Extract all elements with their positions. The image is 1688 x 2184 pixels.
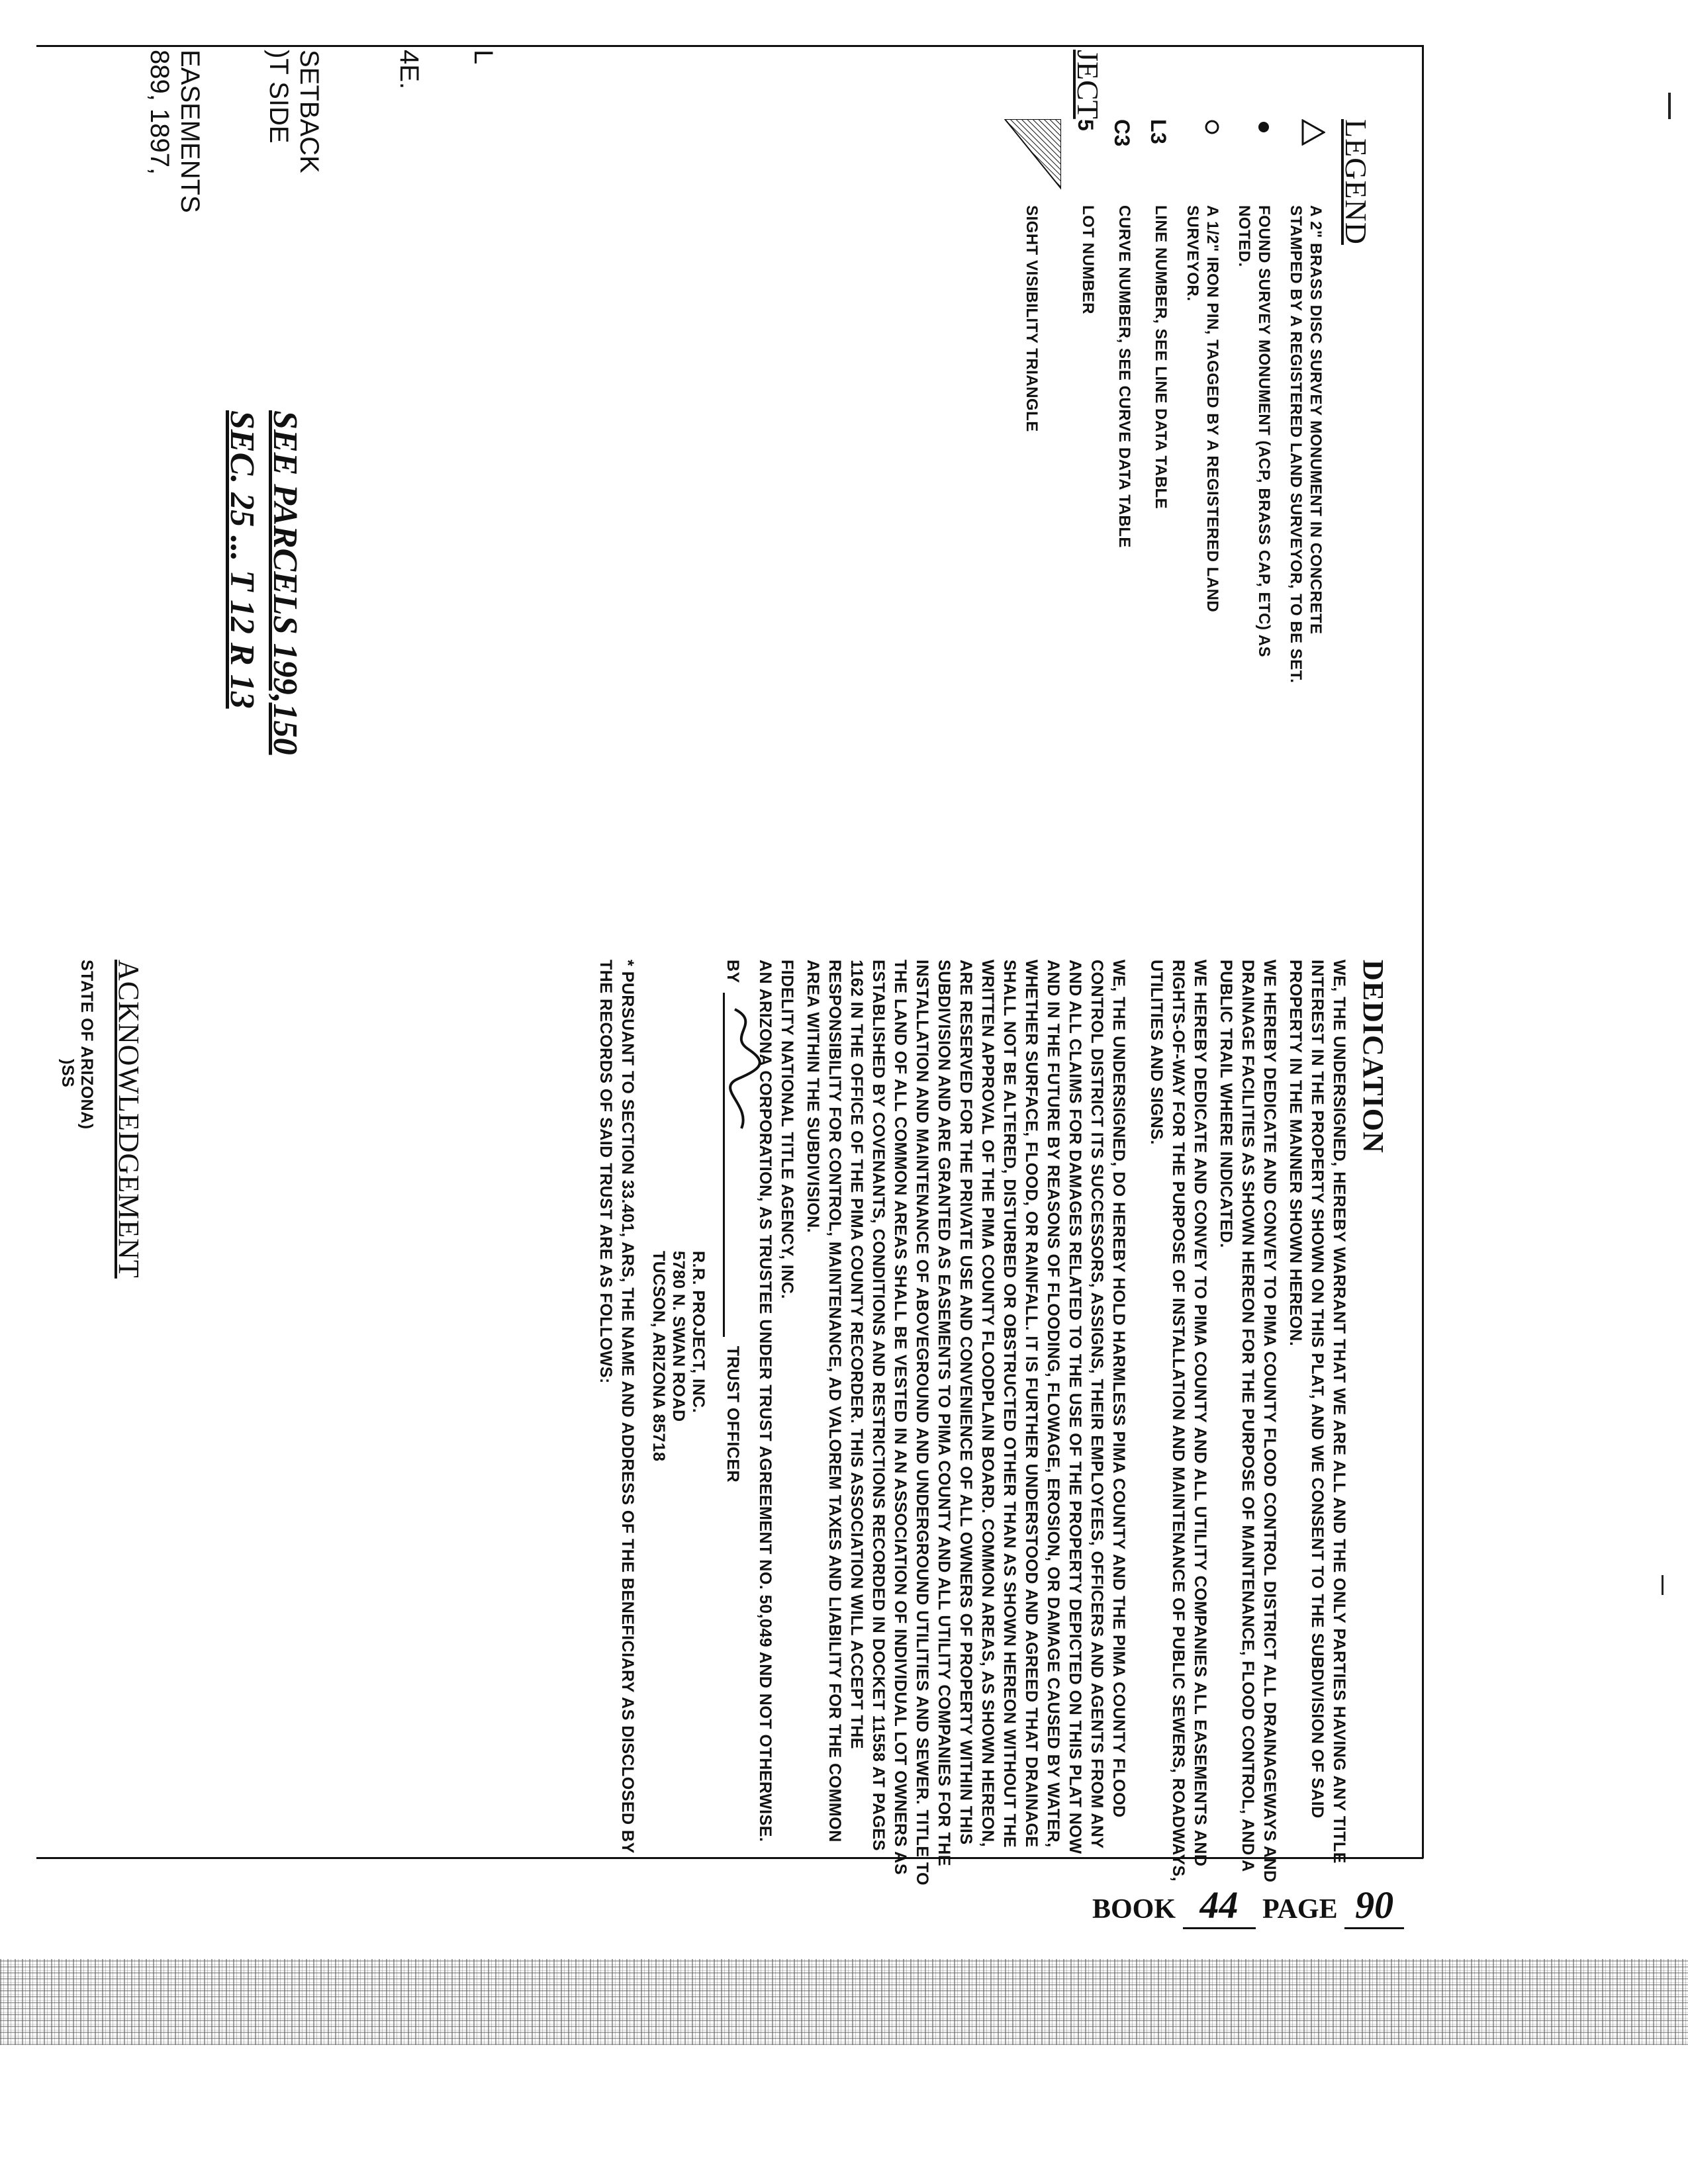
circle-icon	[1197, 119, 1222, 205]
legend-item-text: A 1/2" IRON PIN, TAGGED BY A REGISTERED LAND SURVEYOR.	[1184, 205, 1221, 613]
legend-title: LEGEND	[1339, 119, 1373, 245]
handwritten-parcel-note	[222, 410, 305, 755]
trust-officer-label: TRUST OFFICER	[724, 1345, 742, 1483]
triangle-icon	[1297, 119, 1325, 205]
dedication-title: DEDICATION	[1357, 960, 1389, 1154]
beneficiary-name: R.R. PROJECT, INC.	[689, 1251, 708, 1414]
legend-item	[1234, 119, 1274, 880]
beneficiary-footnote: * PURSUANT TO SECTION 33.401, ARS, THE NAME AND ADDRESS OF THE BENEFICIARY AS DISCLOSED BY THE RECORDS OF SAID TRUST ARE AS FOLLOWS:	[596, 960, 637, 1854]
book-number: 44	[1183, 1883, 1256, 1929]
dot-icon	[1249, 119, 1274, 205]
margin-fragment-4e: 4E.	[395, 50, 424, 90]
trustee-line-1: FIDELITY NATIONAL TITLE AGENCY, INC.	[778, 960, 796, 1299]
handwritten-line-1: SEE PARCELS 199,150	[266, 410, 304, 755]
scan-noise-strip	[0, 1959, 1688, 2045]
acknowledgement-title: ACKNOWLEDGEMENT	[113, 960, 145, 1279]
by-label: BY	[724, 960, 742, 983]
beneficiary-city: TUCSON, ARIZONA 85718	[649, 1251, 668, 1462]
line-number-symbol: L3	[1147, 119, 1170, 145]
dedication-para-4: WE, THE UNDERSIGNED, DO HEREBY HOLD HARMLESS PIMA COUNTY AND THE PIMA COUNTY FLOOD CONTROL DISTRICT ITS SUCCESSORS, ASSIGNS, THEIR EMPLOYEES, OFFICERS AND AGENTS FROM ANY AND ALL CLAIMS FOR DAMAGES RELATED TO THE USE OF THE PROPERTY DEPICTED ON THIS PLAT NOW AND IN THE FUTURE BY REASONS OF FLOODING, FLOWAGE, EROSION, OR DAMAGE CAUSED BY WATER, WHETHER SURFACE, FLOOD, OR RAINFALL. IT IS FURTHER UNDERSTOOD AND AGREED THAT DRAINAGE SHALL NOT BE ALTERED, DISTURBED OR OBSTRUCTED OTHER THAN AS SHOWN HEREON WITHOUT THE WRITTEN APPROVAL OF THE PIMA COUNTY FLOODPLAIN BOARD. COMMON AREAS, AS SHOWN HEREON, ARE RESERVED FOR THE PRIVATE USE AND CONVENIENCE OF ALL OWNERS OF PROPERTY WITHIN THIS SUBDIVISION AND ARE GRANTED AS EASEMENTS TO PIMA COUNTY AND ALL UTILITY COMPANIES FOR THE INSTALLATION AND MAINTENANCE OF ABOVEGROUND AND UNDERGROUND UTILITIES AND SEWER. TITLE TO THE LAND OF ALL COMMON AREAS SHALL BE VESTED IN AN ASSOCIATION OF INDIVIDUAL LOT OWNERS AS ESTABLISHED BY COVENANTS, CONDITIONS AND RESTRICTIONS RECORDED IN DOCKET 11558 AT PAGES 1162 IN THE OFFICE OF THE PIMA COUNTY RECORDER. THIS ASSOCIATION WILL ACCEPT THE RESPONSIBILITY FOR CONTROL, MAINTENANCE, AD VALOREM TAXES AND LIABILITY FOR THE COMMON AREA WITHIN THE SUBDIVISION.	[804, 960, 1128, 1886]
acknowledgement-section	[58, 960, 146, 1279]
legend-item	[1073, 119, 1098, 880]
trustee-line-2: AN ARIZONA CORPORATION, AS TRUSTEE UNDER TRUST AGREEMENT NO. 50,049 AND NOT OTHERWISE.	[756, 960, 774, 1843]
legend-item-text: A 2" BRASS DISC SURVEY MONUMENT IN CONCRETE STAMPED BY A REGISTERED LAND SURVEYOR, TO BE SET.	[1287, 205, 1325, 684]
legend-item-text: LINE NUMBER, SEE LINE DATA TABLE	[1152, 205, 1170, 510]
legend-item	[997, 119, 1061, 880]
signature-row	[723, 960, 745, 1886]
lot-number-symbol: 5	[1074, 119, 1098, 132]
curve-number-symbol: C3	[1110, 119, 1134, 147]
book-label: BOOK	[1092, 1894, 1176, 1925]
signature-scribble	[725, 1006, 765, 1138]
scan-speck	[1668, 93, 1671, 119]
ss-mark: )SS	[58, 1059, 77, 1088]
margin-setback: SETBACK )T SIDE	[264, 50, 324, 173]
margin-fragment-ject: JECT	[1071, 50, 1105, 119]
dedication-para-2: WE HEREBY DEDICATE AND CONVEY TO PIMA COUNTY FLOOD CONTROL DISTRICT ALL DRAINAGEWAYS AND DRAINAGE FACILITIES AS SHOWN HEREON FOR THE PURPOSE OF MAINTENANCE, FLOOD CONTROL, AND A PUBLIC TRAIL WHERE INDICATED.	[1217, 960, 1279, 1883]
scan-speck	[1662, 1575, 1664, 1595]
dedication-para-1: WE, THE UNDERSIGNED, HEREBY WARRANT THAT WE ARE ALL AND THE ONLY PARTIES HAVING ANY TITLE INTEREST IN THE PROPERTY SHOWN ON THIS PLAT, AND WE CONSENT TO THE SUBDIVISION OF SAID PROPERTY IN THE MANNER SHOWN HEREON.	[1286, 960, 1348, 1864]
hatched-triangle-icon	[997, 119, 1061, 205]
book-page-stamp	[1092, 1883, 1404, 1929]
state-of-arizona: STATE OF ARIZONA)	[77, 960, 96, 1130]
dedication-para-3: WE HEREBY DEDICATE AND CONVEY TO PIMA COUNTY AND ALL UTILITY COMPANIES ALL EASEMENTS AND RIGHTS-OF-WAY FOR THE PURPOSE OF INSTALLATION AND MAINTENANCE OF PUBLIC SEWERS, ROADWAYS, UTILITIES AND SIGNS.	[1147, 960, 1209, 1882]
frame-top-line	[36, 45, 1423, 47]
legend-item	[1109, 119, 1134, 880]
dedication-section	[590, 960, 1390, 1886]
legend-item-text: FOUND SURVEY MONUMENT (ACP, BRASS CAP, ETC) AS NOTED.	[1235, 205, 1273, 658]
legend-list	[997, 119, 1325, 880]
page-number: 90	[1344, 1883, 1404, 1929]
margin-fragment-l: L	[469, 50, 498, 65]
signature-line	[723, 993, 745, 1337]
legend-item-text: SIGHT VISIBILITY TRIANGLE	[1023, 205, 1041, 432]
handwritten-line-2: SEC. 25 ... T 12 R 13	[223, 410, 261, 709]
frame-right-line	[1422, 45, 1424, 1858]
legend-section	[985, 119, 1374, 880]
legend-item-text: CURVE NUMBER, SEE CURVE DATA TABLE	[1115, 205, 1133, 548]
page-label: PAGE	[1262, 1894, 1338, 1925]
margin-easements: EASEMENTS 889, 1897,	[145, 50, 205, 213]
legend-item	[1286, 119, 1325, 880]
legend-item-text: LOT NUMBER	[1079, 205, 1097, 314]
beneficiary-address	[649, 1251, 708, 1886]
beneficiary-street: 5780 N. SWAN ROAD	[669, 1251, 688, 1422]
legend-item	[1146, 119, 1170, 880]
legend-item	[1182, 119, 1222, 880]
